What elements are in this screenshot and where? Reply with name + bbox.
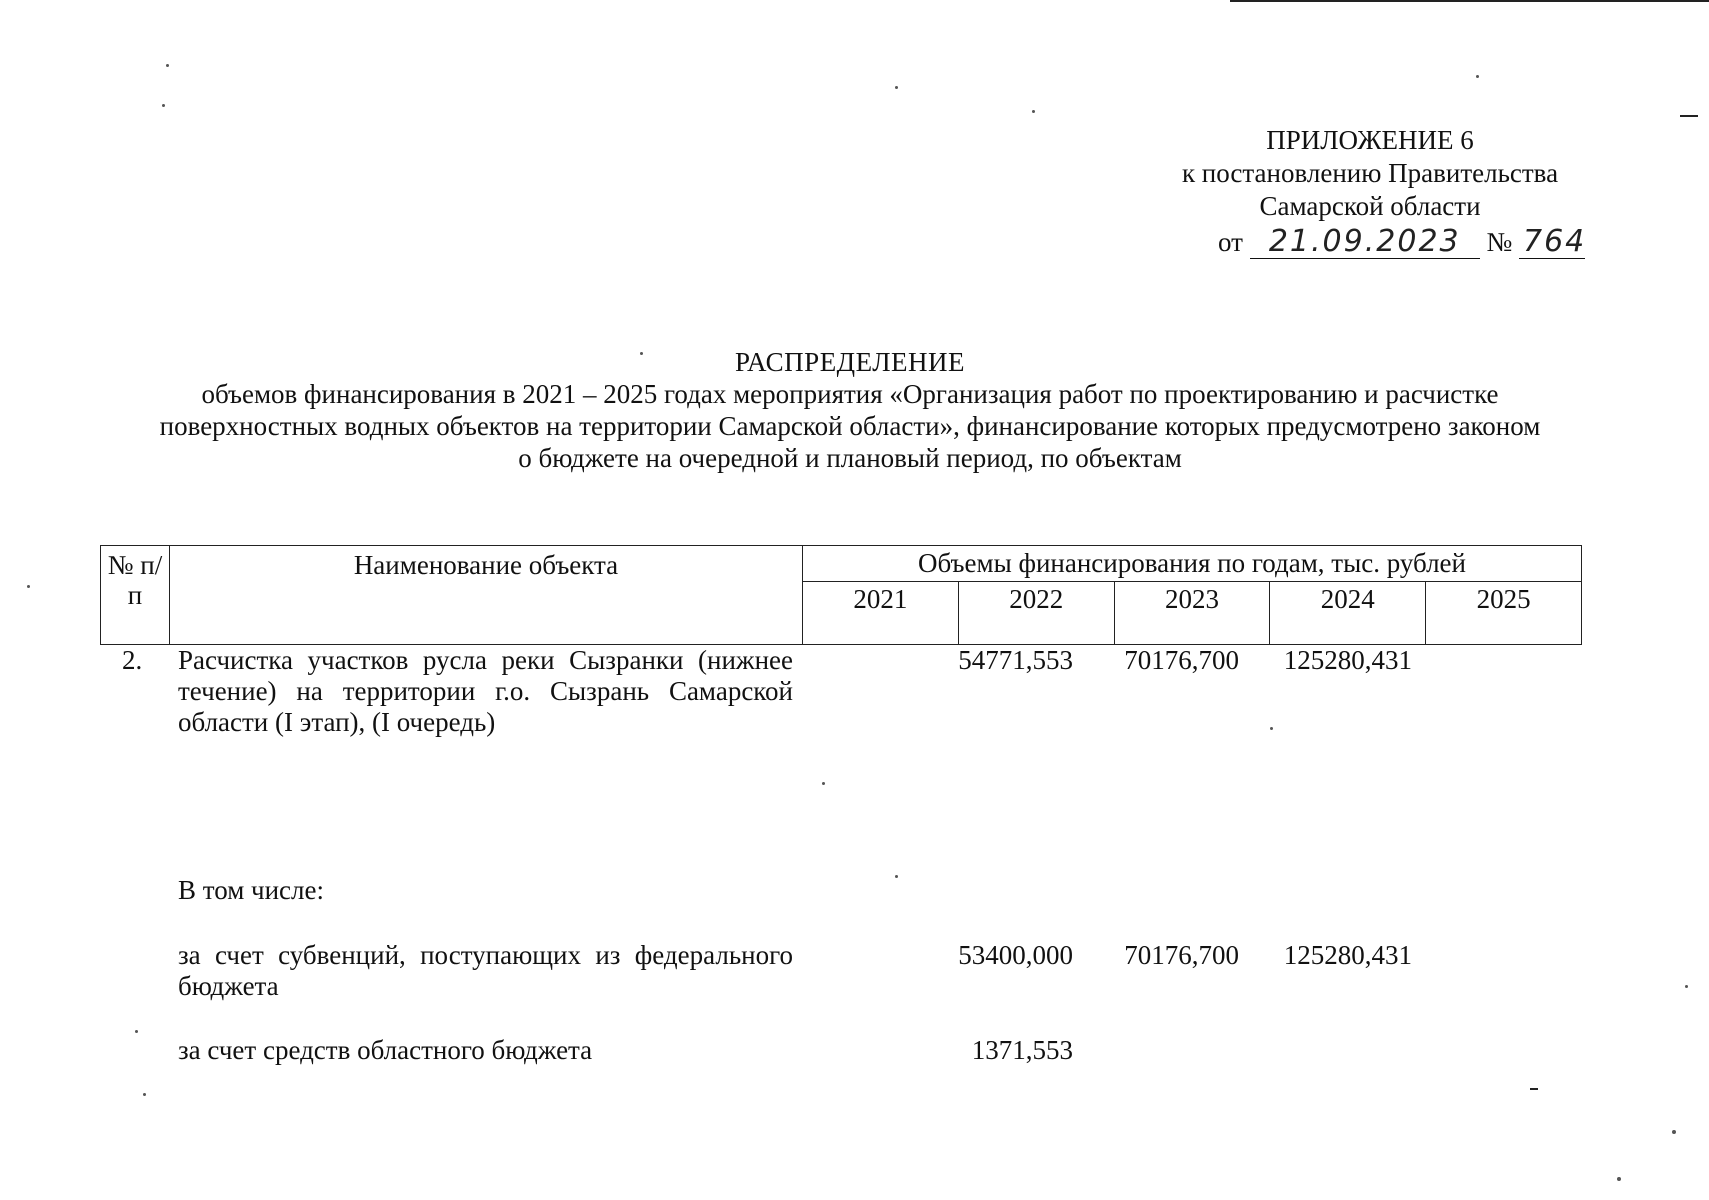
row-name: В том числе: xyxy=(178,875,324,905)
row-name: за счет субвенций, поступающих из федерального бюджета xyxy=(178,940,793,1001)
scan-speck xyxy=(1270,727,1273,730)
col-header-number-text: № п/п xyxy=(107,550,163,610)
financing-table-body xyxy=(100,645,1582,1065)
col-header-year-2021: 2021 xyxy=(803,582,959,645)
scan-speck xyxy=(162,104,165,107)
document-title: РАСПРЕДЕЛЕНИЕ xyxy=(734,347,966,377)
row-value-2024: 125280,431 xyxy=(1283,645,1412,675)
document-subtitle-3: о бюджете на очередной и плановый период, по объектам xyxy=(518,443,1182,473)
scan-speck xyxy=(1617,1177,1621,1181)
scan-speck xyxy=(143,1093,146,1096)
scan-speck xyxy=(640,352,643,355)
scan-speck xyxy=(895,875,898,878)
row-value-2022: 53400,000 xyxy=(958,940,1073,970)
row-name: за счет средств областного бюджета xyxy=(178,1035,593,1065)
document-subtitle-1: объемов финансирования в 2021 – 2025 годах мероприятия «Организация работ по проектированию и расчистке xyxy=(201,379,1499,409)
row-value-2023: 70176,700 xyxy=(1124,940,1239,970)
col-header-number xyxy=(101,546,170,645)
scan-mark xyxy=(1680,115,1698,117)
col-header-year-2024: 2024 xyxy=(1270,582,1426,645)
number-label: № xyxy=(1486,227,1513,257)
appendix-block xyxy=(1155,124,1585,259)
financing-table-header xyxy=(100,545,1582,645)
appendix-date-line xyxy=(1155,225,1585,259)
scan-edge-line xyxy=(1230,0,1709,2)
col-header-year-2025: 2025 xyxy=(1426,582,1582,645)
appendix-title: ПРИЛОЖЕНИЕ 6 xyxy=(1266,125,1474,155)
scan-speck xyxy=(135,1030,138,1033)
table-row xyxy=(100,645,1582,745)
scan-speck xyxy=(166,64,169,67)
scan-speck xyxy=(27,585,30,588)
col-header-name: Наименование объекта xyxy=(170,546,803,645)
row-value-2024: 125280,431 xyxy=(1283,940,1412,970)
col-header-financing: Объемы финансирования по годам, тыс. рублей xyxy=(803,546,1582,582)
document-subtitle-2: поверхностных водных объектов на территории Самарской области», финансирование которых предусмотрено законом xyxy=(159,411,1541,441)
appendix-line-1: к постановлению Правительства xyxy=(1181,158,1559,188)
col-header-year-2022: 2022 xyxy=(958,582,1114,645)
col-header-year-2023: 2023 xyxy=(1114,582,1270,645)
scan-speck xyxy=(895,86,898,89)
row-number: 2. xyxy=(122,645,143,675)
row-value-2022: 1371,553 xyxy=(971,1035,1073,1065)
row-name: Расчистка участков русла реки Сызранки (нижнее течение) на территории г.о. Сызрань Самарской области (I этап), (I очередь) xyxy=(178,645,793,737)
scan-speck xyxy=(1672,1130,1676,1134)
handwritten-number: 764 xyxy=(1519,225,1585,259)
document-title-block xyxy=(100,346,1600,474)
scan-speck xyxy=(1032,110,1035,113)
scan-speck xyxy=(822,782,825,785)
scan-mark xyxy=(1530,1088,1538,1090)
scan-speck xyxy=(1685,985,1688,988)
scan-speck xyxy=(1476,75,1479,78)
appendix-line-2: Самарской области xyxy=(1259,191,1481,221)
handwritten-date: 21.09.2023 xyxy=(1250,225,1480,259)
from-label: от xyxy=(1218,227,1243,257)
row-value-2023: 70176,700 xyxy=(1124,645,1239,675)
row-value-2022: 54771,553 xyxy=(958,645,1073,675)
